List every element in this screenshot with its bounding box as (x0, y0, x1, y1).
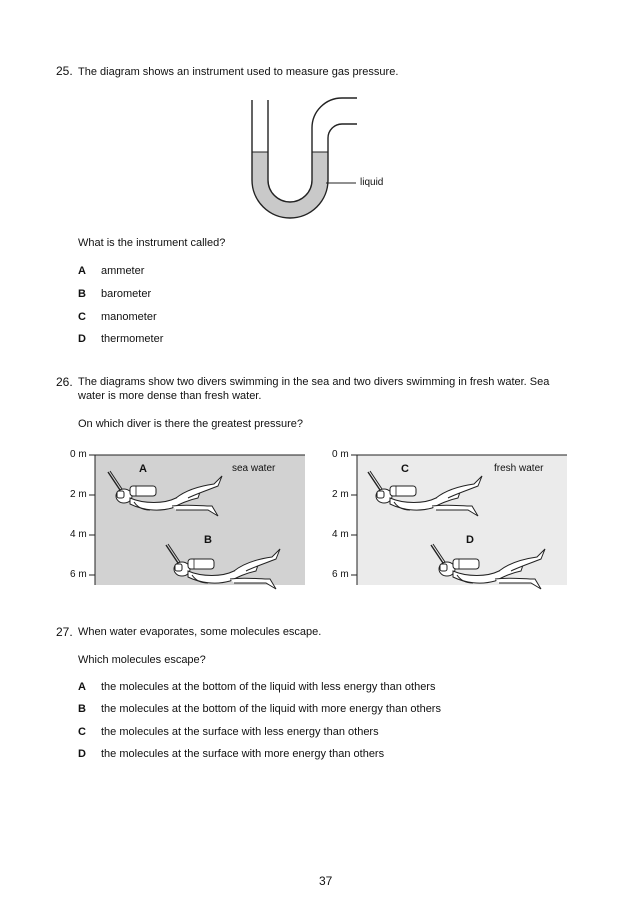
depth-label-2m-right: 2 m (332, 489, 349, 500)
depth-label-0m-left: 0 m (70, 449, 87, 460)
diver-d-label: D (466, 534, 474, 546)
depth-label-4m-right: 4 m (332, 529, 349, 540)
depth-label-6m-right: 6 m (332, 569, 349, 580)
q27-option-d-letter: D (78, 748, 86, 760)
depth-label-4m-left: 4 m (70, 529, 87, 540)
q25-stem: The diagram shows an instrument used to measure gas pressure. (78, 66, 399, 78)
depth-label-2m-left: 2 m (70, 489, 87, 500)
q25-option-b-letter: B (78, 288, 86, 300)
q26-stem-line1: The diagrams show two divers swimming in the sea and two divers swimming in fresh water. Sea (78, 376, 550, 388)
diver-c-label: C (401, 463, 409, 475)
q25-option-d-text: thermometer (101, 333, 164, 345)
q25-option-c-letter: C (78, 311, 86, 323)
q27-option-a-letter: A (78, 681, 86, 693)
diver-a-label: A (139, 463, 147, 475)
q25-number: 25. (56, 64, 73, 78)
q27-option-c-letter: C (78, 726, 86, 738)
q27-option-b-text: the molecules at the bottom of the liquid with more energy than others (101, 703, 441, 715)
q25-option-d-letter: D (78, 333, 86, 345)
q27-option-a-text: the molecules at the bottom of the liquid with less energy than others (101, 681, 436, 693)
fresh-water-label: fresh water (494, 463, 544, 474)
depth-label-0m-right: 0 m (332, 449, 349, 460)
q27-stem: When water evaporates, some molecules escape. (78, 626, 322, 638)
q27-number: 27. (56, 625, 73, 639)
q27-option-c-text: the molecules at the surface with less energy than others (101, 726, 379, 738)
q27-question: Which molecules escape? (78, 654, 206, 666)
q26-question: On which diver is there the greatest pressure? (78, 418, 304, 430)
q25-option-a-letter: A (78, 265, 86, 277)
depth-label-6m-left: 6 m (70, 569, 87, 580)
q25-question: What is the instrument called? (78, 237, 226, 249)
q25-option-b-text: barometer (101, 288, 152, 300)
q26-number: 26. (56, 375, 73, 389)
q25-option-c-text: manometer (101, 311, 157, 323)
sea-water-label: sea water (232, 463, 276, 474)
q25-option-a-text: ammeter (101, 265, 145, 277)
q27-option-b-letter: B (78, 703, 86, 715)
diver-b-label: B (204, 534, 212, 546)
liquid-label: liquid (360, 177, 384, 188)
q27-option-d-text: the molecules at the surface with more energy than others (101, 748, 385, 760)
q26-stem-line2: water is more dense than fresh water. (78, 390, 262, 402)
page-number: 37 (319, 874, 333, 888)
